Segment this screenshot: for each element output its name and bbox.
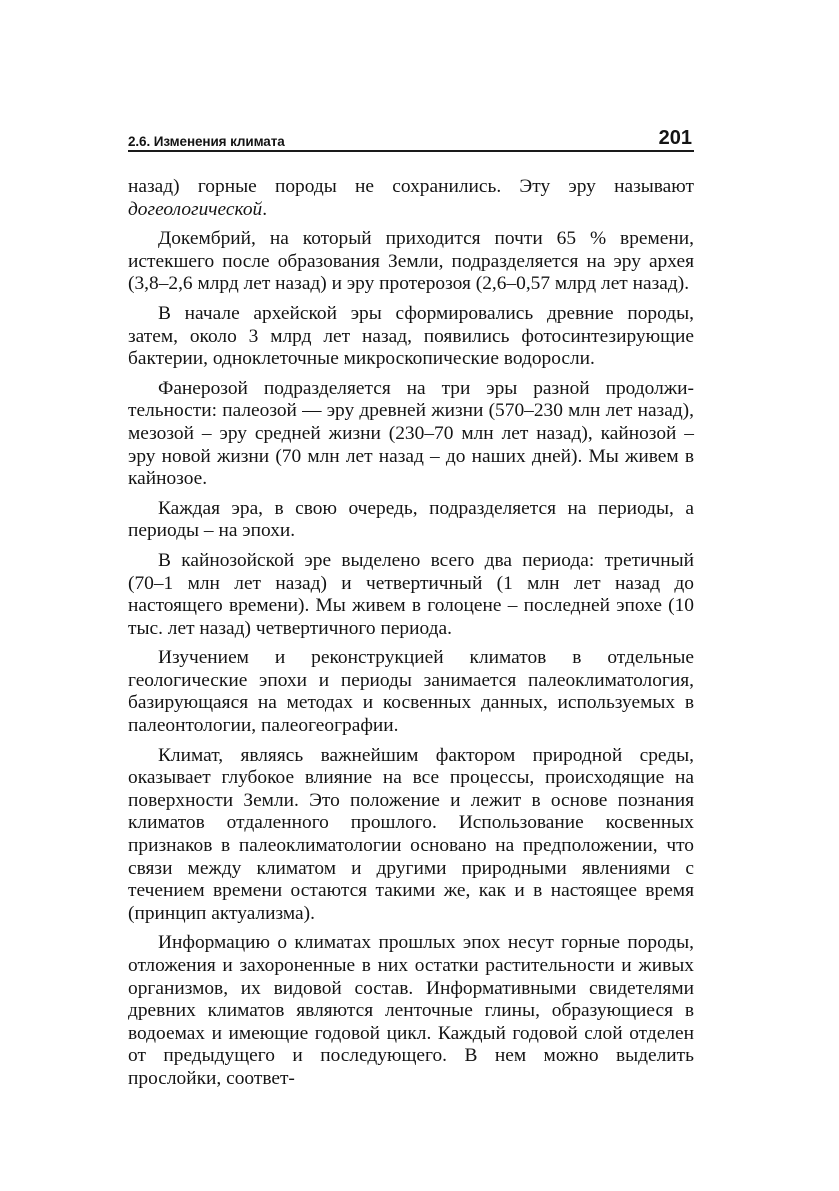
page-number: 201: [658, 127, 692, 149]
running-header: [128, 128, 694, 152]
body-text: [128, 176, 694, 1091]
paragraph: Изучением и реконструкцией климатов в отдельные геологические эпохи и периоды занимается палеоклиматология, базирующаяся на методах и косвенных данных, используемых в палеонтологии, палеогеографии.: [128, 647, 694, 737]
paragraph: Информацию о климатах прошлых эпох несут горные породы, отложения и захороненные в них остатки растительности и живых организмов, их видовой состав. Информативными свидетелями древних климатов являются ленточные глины, образующиеся в водоемах и имеющие годовой цикл. Каждый годовой слой отделен от предыдущего и последующего. В нем можно выделить прослойки, соответ-: [128, 932, 694, 1089]
paragraph: Каждая эра, в свою очередь, подразделяется на периоды, а периоды – на эпохи.: [128, 497, 694, 542]
book-page: [128, 128, 694, 1098]
paragraph: В начале архейской эры сформировались древние породы, затем, около 3 млрд лет назад, появились фотосинтезирующие бактерии, одноклеточные микроскопические водоросли.: [128, 302, 694, 370]
paragraph: В кайнозойской эре выделено всего два периода: третичный (70–1 млн лет назад) и четвертичный (1 млн лет назад до настоящего времени). Мы живем в голоцене – последней эпохе (10 тыс. лет назад) четвертичного периода.: [128, 549, 694, 639]
paragraph-text: назад) горные породы не сохранились. Эту эру называют: [128, 176, 694, 197]
paragraph: Докембрий, на который приходится почти 65 % времени, истекшего после образования Земли, подразделяется на эру архея (3,8–2,6 млрд лет назад) и эру протерозоя (2,6–0,57 млрд лет назад).: [128, 228, 694, 295]
paragraph-continuation: [128, 176, 694, 221]
section-title: 2.6. Изменения климата: [128, 134, 285, 149]
emphasized-term: догеологической: [128, 198, 263, 220]
paragraph: Климат, являясь важнейшим фактором природной среды, оказывает глубокое влияние на все процессы, происходящие на поверхности Земли. Это положение и лежит в основе познания климатов отдаленного прошлого. Использование косвенных признаков в палеоклиматологии основано на предположении, что связи между климатом и другими природными явлениями с течением времени остаются такими же, как и в настоящее время (принцип актуализма).: [128, 744, 694, 924]
paragraph-tail: .: [262, 198, 268, 220]
paragraph: Фанерозой подразделяется на три эры разной продолжительности: палеозой — эру древней жизни (570–230 млн лет назад), мезозой – эру средней жизни (230–70 млн лет назад), кайнозой – эру новой жизни (70 млн лет назад – до наших дней). Мы живем в кайнозое.: [128, 377, 694, 490]
